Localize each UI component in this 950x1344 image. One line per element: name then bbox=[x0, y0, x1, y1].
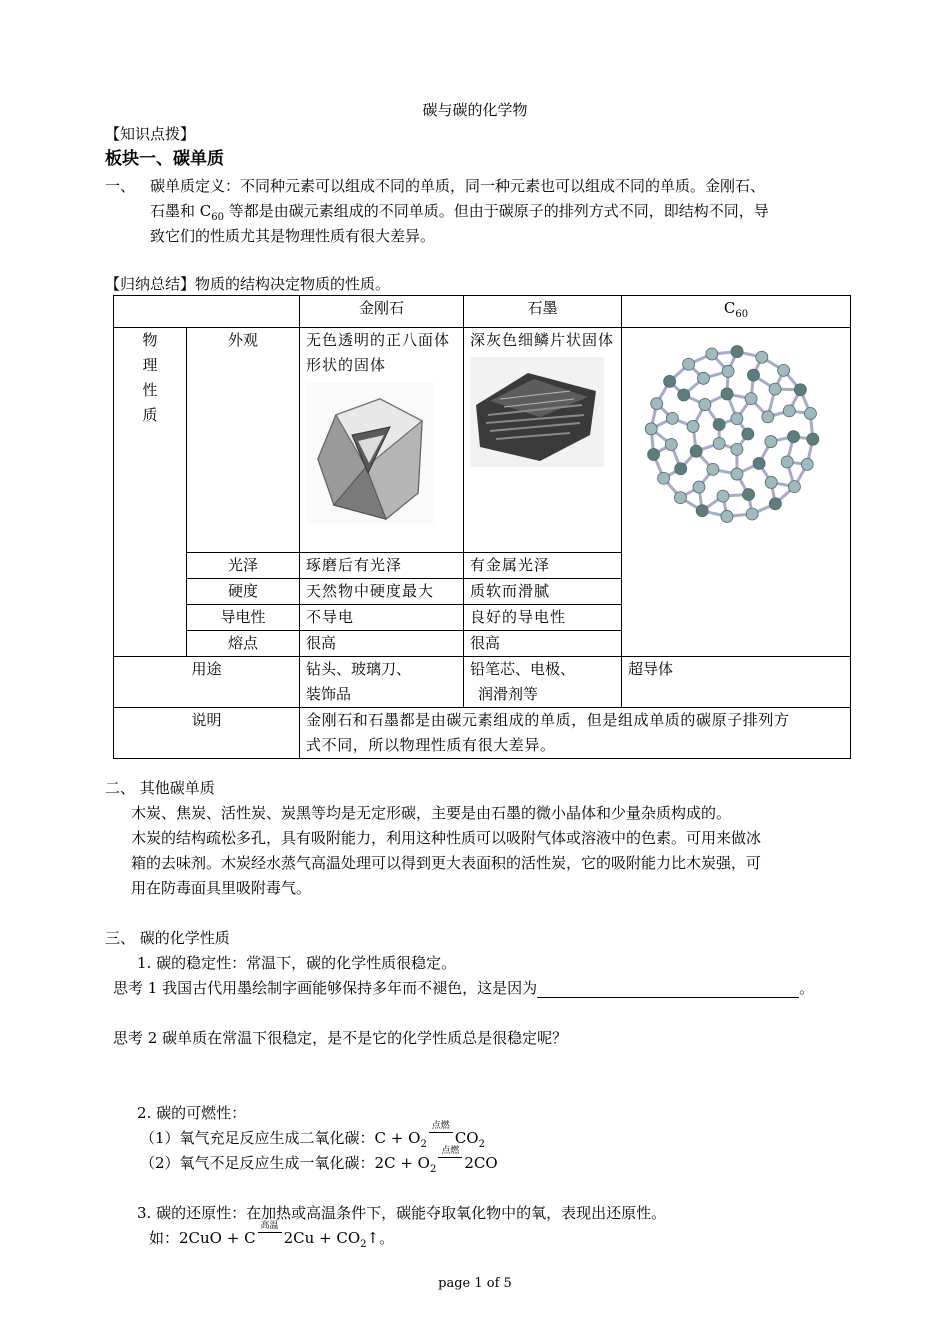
physical-properties-label: 物 理 性 质 bbox=[114, 328, 187, 657]
graphite-appearance: 深灰色细鳞片状固体 bbox=[464, 328, 622, 553]
graphite-conductivity: 良好的导电性 bbox=[464, 605, 622, 631]
equation-reduction: 如：2CuO + C 高温 $2Cu + CO_2↑$。 bbox=[149, 1221, 395, 1250]
row-label-conductivity: 导电性 bbox=[187, 605, 300, 631]
reaction-condition-arrow: 高温 bbox=[256, 1228, 284, 1248]
row-label-use: 用途 bbox=[114, 657, 300, 708]
page-footer: page 1 of 5 bbox=[438, 1276, 512, 1291]
block-heading: 板块一、碳单质 bbox=[105, 149, 224, 169]
equation-complete-combustion: （1）氧气充足反应生成二氧化碳：$C + O_2$ 点燃 $CO_2$ bbox=[140, 1121, 485, 1150]
c60-use: 超导体 bbox=[622, 657, 851, 708]
document-title: 碳与碳的化学物 bbox=[422, 101, 528, 119]
header-c60: $C_{60}$ bbox=[622, 296, 851, 328]
row-label-note: 说明 bbox=[114, 708, 300, 759]
combustion-item: 2. 碳的可燃性： bbox=[137, 1104, 247, 1122]
part1-line3: 致它们的性质尤其是物理性质有很大差异。 bbox=[150, 227, 436, 245]
header-empty bbox=[114, 296, 300, 328]
diamond-hardness: 天然物中硬度最大 bbox=[300, 579, 464, 605]
think1: 思考 1 我国古代用墨绘制字画能够保持多年而不褪色，这是因为 。 bbox=[113, 979, 815, 997]
row-label-appearance: 外观 bbox=[187, 328, 300, 553]
diamond-conductivity: 不导电 bbox=[300, 605, 464, 631]
comparison-table bbox=[113, 295, 851, 759]
reaction-condition-arrow: 点燃 bbox=[427, 1128, 455, 1148]
graphite-luster: 有金属光泽 bbox=[464, 553, 622, 579]
part2-line2: 木炭的结构疏松多孔，具有吸附能力，利用这种性质可以吸附气体或溶液中的色素。可用来做冰 bbox=[131, 829, 762, 847]
reducibility-item: 3. 碳的还原性：在加热或高温条件下，碳能夺取氧化物中的氧，表现出还原性。 bbox=[137, 1204, 667, 1222]
graphite-hardness: 质软而滑腻 bbox=[464, 579, 622, 605]
reaction-condition-arrow: 点燃 bbox=[436, 1153, 464, 1173]
part1-number: 一、 bbox=[105, 177, 136, 195]
header-graphite: 石墨 bbox=[464, 296, 622, 328]
think2: 思考 2 碳单质在常温下很稳定，是不是它的化学性质总是很稳定呢？ bbox=[113, 1029, 568, 1047]
part1-line2: 石墨和 $C_{60}$ 等都是由碳元素组成的不同单质。但由于碳原子的排列方式不同，即结构不同，导 bbox=[150, 202, 769, 223]
part2-heading: 二、 其他碳单质 bbox=[105, 779, 215, 797]
row-label-luster: 光泽 bbox=[187, 553, 300, 579]
part2-line4: 用在防毒面具里吸附毒气。 bbox=[131, 879, 312, 897]
equation-incomplete-combustion: （2）氧气不足反应生成一氧化碳：$2C + O_2$ 点燃 2CO bbox=[140, 1146, 498, 1175]
part1-line1: 碳单质定义：不同种元素可以组成不同的单质，同一种元素也可以组成不同的单质。金刚石、 bbox=[150, 177, 766, 195]
diamond-use: 钻头、玻璃刀、 装饰品 bbox=[300, 657, 464, 708]
note-text: 金刚石和石墨都是由碳元素组成的单质，但是组成单质的碳原子排列方 式不同，所以物理性质有很大差异。 bbox=[300, 708, 851, 759]
row-label-melting: 熔点 bbox=[187, 631, 300, 657]
c60-molecule-image bbox=[632, 332, 832, 537]
diamond-luster: 琢磨后有光泽 bbox=[300, 553, 464, 579]
diamond-melting: 很高 bbox=[300, 631, 464, 657]
header-diamond: 金刚石 bbox=[300, 296, 464, 328]
part2-line1: 木炭、焦炭、活性炭、炭黑等均是无定形碳，主要是由石墨的微小晶体和少量杂质构成的。 bbox=[131, 804, 732, 822]
diamond-appearance: 无色透明的正八面体形状的固体 bbox=[300, 328, 464, 553]
graphite-image bbox=[470, 357, 604, 467]
graphite-melting: 很高 bbox=[464, 631, 622, 657]
answer-blank[interactable] bbox=[537, 981, 799, 998]
part3-heading: 三、 碳的化学性质 bbox=[105, 929, 230, 947]
diamond-image bbox=[306, 381, 434, 524]
graphite-use: 铅笔芯、电极、 润滑剂等 bbox=[464, 657, 622, 708]
part2-line3: 箱的去味剂。木炭经水蒸气高温处理可以得到更大表面积的活性炭，它的吸附能力比木炭强，可 bbox=[131, 854, 762, 872]
row-label-hardness: 硬度 bbox=[187, 579, 300, 605]
stability-item: 1. 碳的稳定性：常温下，碳的化学性质很稳定。 bbox=[137, 954, 457, 972]
section-tag: 【知识点拨】 bbox=[105, 125, 196, 143]
c60-cell bbox=[622, 328, 851, 657]
summary: 【归纳总结】物质的结构决定物质的性质。 bbox=[105, 275, 391, 293]
